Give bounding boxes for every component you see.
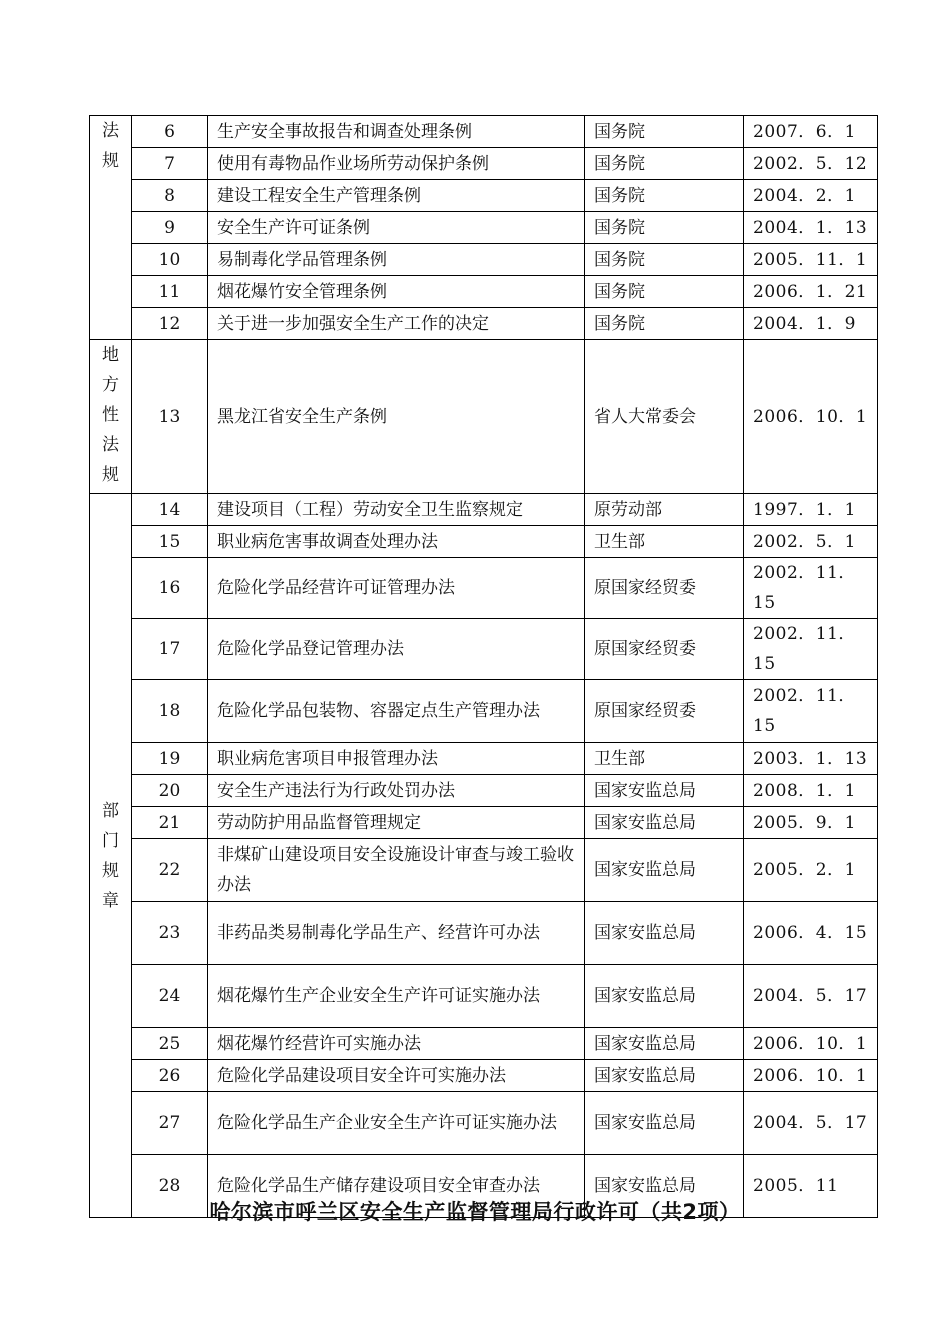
row-number: 28 bbox=[132, 1155, 208, 1218]
issuing-authority: 国家安监总局 bbox=[585, 1060, 744, 1092]
category-label: 地方性法规 bbox=[102, 345, 119, 485]
issuing-authority: 国家安监总局 bbox=[585, 965, 744, 1028]
issuing-authority: 原国家经贸委 bbox=[585, 619, 744, 680]
issuing-authority: 省人大常委会 bbox=[585, 340, 744, 494]
issuing-authority: 原国家经贸委 bbox=[585, 558, 744, 619]
effective-date: 2002．5．12 bbox=[744, 148, 878, 180]
issuing-authority: 原劳动部 bbox=[585, 494, 744, 526]
table-row bbox=[90, 1028, 878, 1060]
table-row bbox=[90, 494, 878, 526]
table-row bbox=[90, 526, 878, 558]
issuing-authority: 国务院 bbox=[585, 180, 744, 212]
regulation-title: 非药品类易制毒化学品生产、经营许可办法 bbox=[208, 902, 585, 965]
issuing-authority: 国家安监总局 bbox=[585, 839, 744, 902]
effective-date: 2004．5．17 bbox=[744, 1092, 878, 1155]
regulation-title: 危险化学品包装物、容器定点生产管理办法 bbox=[208, 680, 585, 743]
regulation-title: 危险化学品经营许可证管理办法 bbox=[208, 558, 585, 619]
regulation-title: 烟花爆竹经营许可实施办法 bbox=[208, 1028, 585, 1060]
table-row bbox=[90, 1060, 878, 1092]
effective-date: 2006．10．1 bbox=[744, 1028, 878, 1060]
table-row bbox=[90, 743, 878, 775]
issuing-authority: 国务院 bbox=[585, 244, 744, 276]
category-cell bbox=[90, 494, 132, 1218]
regulation-title: 建设项目（工程）劳动安全卫生监察规定 bbox=[208, 494, 585, 526]
row-number: 13 bbox=[132, 340, 208, 494]
table-row bbox=[90, 340, 878, 494]
row-number: 12 bbox=[132, 308, 208, 340]
category-cell bbox=[90, 116, 132, 340]
effective-date: 2004．1．9 bbox=[744, 308, 878, 340]
effective-date: 2002．5．1 bbox=[744, 526, 878, 558]
effective-date: 2005．2．1 bbox=[744, 839, 878, 902]
regulation-title: 劳动防护用品监督管理规定 bbox=[208, 807, 585, 839]
issuing-authority: 卫生部 bbox=[585, 526, 744, 558]
row-number: 23 bbox=[132, 902, 208, 965]
table-row bbox=[90, 276, 878, 308]
issuing-authority: 国家安监总局 bbox=[585, 1028, 744, 1060]
row-number: 24 bbox=[132, 965, 208, 1028]
row-number: 15 bbox=[132, 526, 208, 558]
regulation-title: 安全生产违法行为行政处罚办法 bbox=[208, 775, 585, 807]
category-cell bbox=[90, 340, 132, 494]
table-row bbox=[90, 680, 878, 743]
table-row bbox=[90, 807, 878, 839]
regulation-title: 危险化学品生产储存建设项目安全审查办法 bbox=[208, 1155, 585, 1218]
row-number: 6 bbox=[132, 116, 208, 148]
section-title: 哈尔滨市呼兰区安全生产监督管理局行政许可（共2项） bbox=[209, 1200, 741, 1224]
regulation-title: 安全生产许可证条例 bbox=[208, 212, 585, 244]
table-row bbox=[90, 558, 878, 619]
regulation-title: 危险化学品建设项目安全许可实施办法 bbox=[208, 1060, 585, 1092]
regulation-title: 烟花爆竹安全管理条例 bbox=[208, 276, 585, 308]
regulation-title: 生产安全事故报告和调查处理条例 bbox=[208, 116, 585, 148]
issuing-authority: 国家安监总局 bbox=[585, 1092, 744, 1155]
row-number: 19 bbox=[132, 743, 208, 775]
row-number: 21 bbox=[132, 807, 208, 839]
row-number: 26 bbox=[132, 1060, 208, 1092]
category-label: 部门规章 bbox=[102, 800, 119, 911]
row-number: 10 bbox=[132, 244, 208, 276]
regulation-title: 建设工程安全生产管理条例 bbox=[208, 180, 585, 212]
issuing-authority: 国务院 bbox=[585, 148, 744, 180]
row-number: 25 bbox=[132, 1028, 208, 1060]
table-row bbox=[90, 839, 878, 902]
effective-date: 2005．9．1 bbox=[744, 807, 878, 839]
row-number: 16 bbox=[132, 558, 208, 619]
table-row bbox=[90, 902, 878, 965]
regulation-title: 危险化学品生产企业安全生产许可证实施办法 bbox=[208, 1092, 585, 1155]
table-row bbox=[90, 619, 878, 680]
effective-date: 2006．4．15 bbox=[744, 902, 878, 965]
issuing-authority: 国家安监总局 bbox=[585, 902, 744, 965]
issuing-authority: 原国家经贸委 bbox=[585, 680, 744, 743]
regulation-title: 烟花爆竹生产企业安全生产许可证实施办法 bbox=[208, 965, 585, 1028]
issuing-authority: 国务院 bbox=[585, 212, 744, 244]
row-number: 18 bbox=[132, 680, 208, 743]
regulation-title: 非煤矿山建设项目安全设施设计审查与竣工验收办法 bbox=[208, 839, 585, 902]
regulation-title: 危险化学品登记管理办法 bbox=[208, 619, 585, 680]
regulation-title: 关于进一步加强安全生产工作的决定 bbox=[208, 308, 585, 340]
table-row bbox=[90, 775, 878, 807]
effective-date: 2003．1．13 bbox=[744, 743, 878, 775]
effective-date: 2004．2．1 bbox=[744, 180, 878, 212]
effective-date: 2002．11．15 bbox=[744, 619, 878, 680]
effective-date: 2002．11．15 bbox=[744, 680, 878, 743]
issuing-authority: 国家安监总局 bbox=[585, 807, 744, 839]
table-row bbox=[90, 965, 878, 1028]
table-row bbox=[90, 116, 878, 148]
effective-date: 2005．11．1 bbox=[744, 244, 878, 276]
row-number: 17 bbox=[132, 619, 208, 680]
regulation-title: 黑龙江省安全生产条例 bbox=[208, 340, 585, 494]
effective-date: 2004．5．17 bbox=[744, 965, 878, 1028]
table-row bbox=[90, 308, 878, 340]
table-row bbox=[90, 212, 878, 244]
issuing-authority: 国家安监总局 bbox=[585, 775, 744, 807]
effective-date: 2006．10．1 bbox=[744, 1060, 878, 1092]
row-number: 11 bbox=[132, 276, 208, 308]
effective-date: 1997．1．1 bbox=[744, 494, 878, 526]
row-number: 20 bbox=[132, 775, 208, 807]
row-number: 9 bbox=[132, 212, 208, 244]
table-row bbox=[90, 1092, 878, 1155]
regulation-title: 职业病危害项目申报管理办法 bbox=[208, 743, 585, 775]
regulation-title: 职业病危害事故调查处理办法 bbox=[208, 526, 585, 558]
regulations-table bbox=[89, 115, 878, 1218]
effective-date: 2005．11 bbox=[744, 1155, 878, 1218]
table-row bbox=[90, 148, 878, 180]
regulation-title: 易制毒化学品管理条例 bbox=[208, 244, 585, 276]
effective-date: 2006．10．1 bbox=[744, 340, 878, 494]
row-number: 14 bbox=[132, 494, 208, 526]
effective-date: 2007．6．1 bbox=[744, 116, 878, 148]
row-number: 27 bbox=[132, 1092, 208, 1155]
issuing-authority: 卫生部 bbox=[585, 743, 744, 775]
effective-date: 2004．1．13 bbox=[744, 212, 878, 244]
effective-date: 2006．1．21 bbox=[744, 276, 878, 308]
row-number: 7 bbox=[132, 148, 208, 180]
category-label: 法规 bbox=[102, 121, 119, 171]
regulation-title: 使用有毒物品作业场所劳动保护条例 bbox=[208, 148, 585, 180]
row-number: 22 bbox=[132, 839, 208, 902]
issuing-authority: 国务院 bbox=[585, 116, 744, 148]
issuing-authority: 国务院 bbox=[585, 308, 744, 340]
issuing-authority: 国家安监总局 bbox=[585, 1155, 744, 1218]
effective-date: 2008．1．1 bbox=[744, 775, 878, 807]
row-number: 8 bbox=[132, 180, 208, 212]
table-row bbox=[90, 244, 878, 276]
table-row bbox=[90, 180, 878, 212]
issuing-authority: 国务院 bbox=[585, 276, 744, 308]
effective-date: 2002．11．15 bbox=[744, 558, 878, 619]
